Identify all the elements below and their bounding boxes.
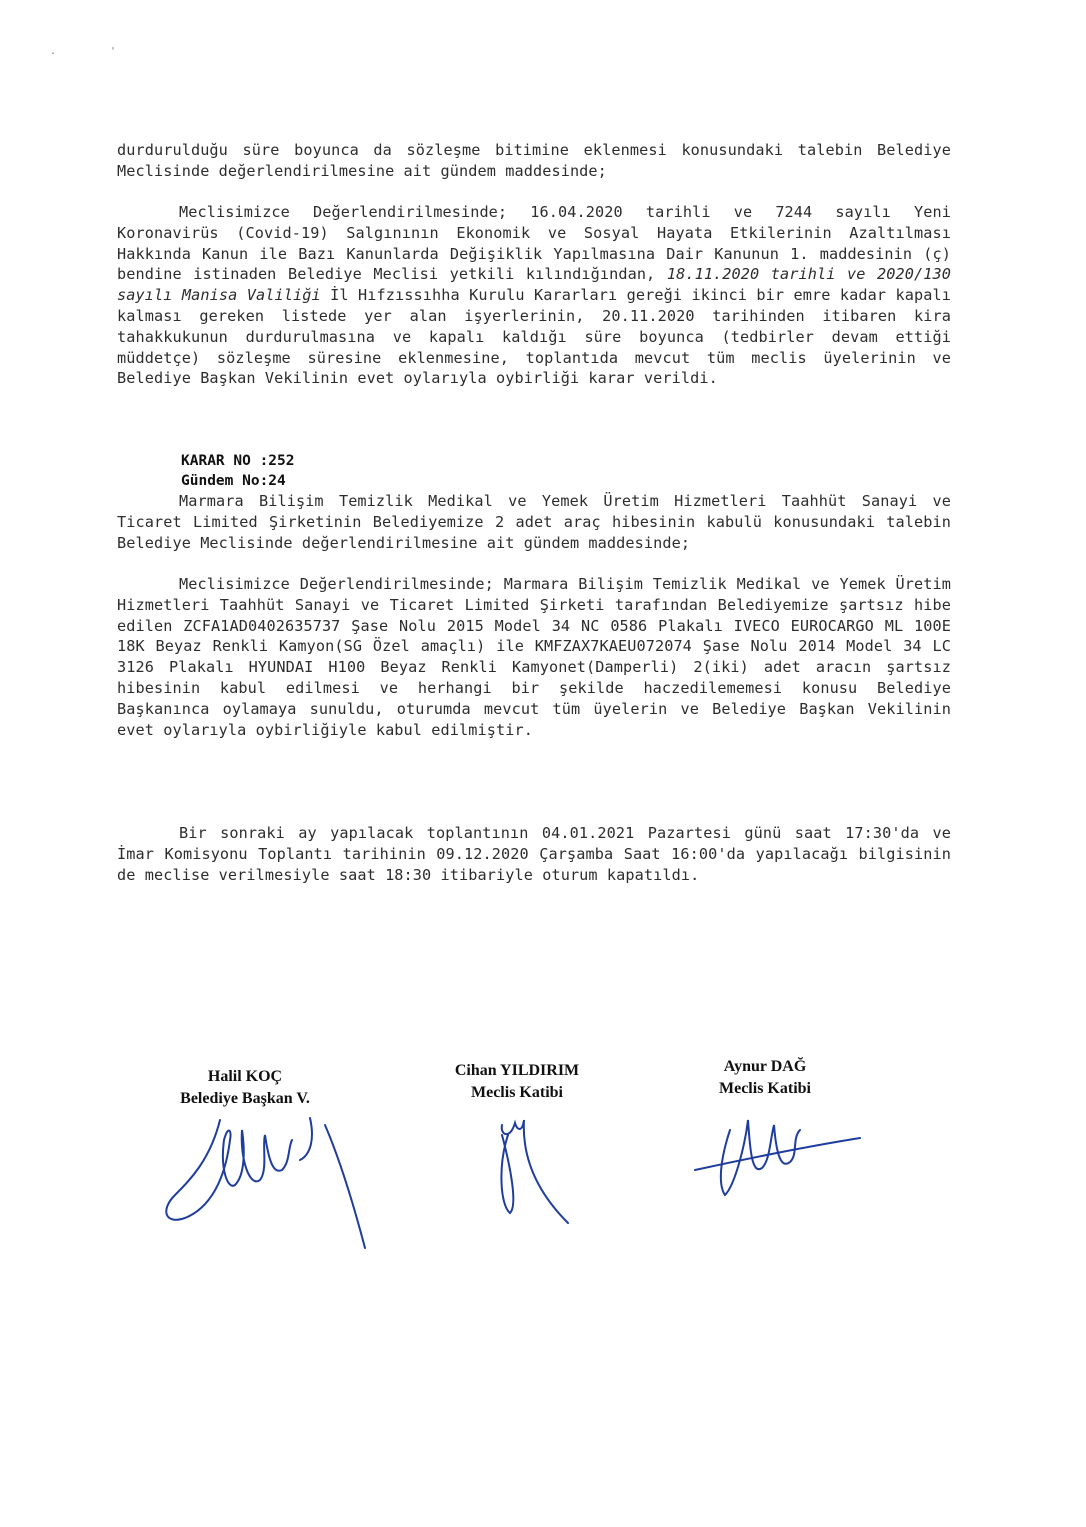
paragraph-decision-252: Meclisimizce Değerlendirilmesinde; Marmara Bilişim Temizlik Medikal ve Yemek Üretim Hizmetleri Taahhüt Sanayi ve Ticaret Limited Şirketi tarafından Belediyemize şartsız hibe edilen ZCFA1AD0402635737 Şase Nolu 2015 Model 34 NC 0586 Plakalı IVECO EUROCARGO ML 100E 18K Beyaz Renkli Kamyon(SG Özel amaçlı) ile KMFZAX7KAEU072074 Şase Nolu 2014 Model 34 LC 3126 Plakalı HYUNDAI H100 Beyaz Renkli Kamyonet(Damperli) 2(iki) adet aracın şartsız hibesinin kabul edilmesi ve herhangi bir şekilde haczedilememesi konusu Belediye Başkanınca oylamaya sunuldu, oturumda mevcut tüm üyelerin ve Belediye Başkan Vekilinin evet oylarıyla oybirliğiyle kabul edilmiştir. xyxy=(117,575,951,739)
karar-no: KARAR NO :252 xyxy=(181,453,295,469)
corner-mark-1 xyxy=(770,0,776,5)
handwritten-signature-1 xyxy=(150,1100,390,1270)
decision-text-part-2: İl Hıfzıssıhha Kurulu Kararları gereği ikinci bir emre kadar kapalı kalması gereken listede yer alan işyerlerinin, 20.11.2020 tarihinden itibaren kira tahakkukunun durdurulmasına ve kapalı kaldığı süre boyunca (tedbirler devam ettiği müddetçe) sözleşme süresine eklenmesine, toplantıda mevcut tüm meclis üyelerinin ve Belediye Başkan Vekilinin evet oylarıyla oybirliği karar verildi. xyxy=(117,286,951,388)
decision-text-part-1: Meclisimizce Değerlendirilmesinde; 16.04.2020 tarihli ve 7244 sayılı Yeni Koronavirüs (Covid-19) Salgınının Ekonomik ve Sosyal Hayata Etkilerinin Azaltılması Hakkında Kanun ile Bazı Kanunlarda Değişiklik Yapılmasına Dair Kanunun 1. maddesinin (ç) bendine istinaden Belediye Meclisi yetkili kılındığından, xyxy=(117,203,951,284)
signer-title: Belediye Başkan V. xyxy=(180,1090,310,1107)
handwritten-signature-3 xyxy=(690,1090,870,1210)
paragraph-decision-251 xyxy=(117,202,951,389)
signer-name: Aynur DAĞ xyxy=(723,1058,807,1075)
decision-text-italic: 18.11.2020 tarihli ve 2020/130 sayılı Manisa Valiliği xyxy=(117,265,952,305)
signer-title: Meclis Katibi xyxy=(471,1084,563,1101)
gundem-no: Gündem No:24 xyxy=(181,473,286,489)
scan-dot: . xyxy=(50,46,57,57)
signer-name: Cihan YILDIRIM xyxy=(454,1062,580,1079)
signer-name: Halil KOÇ xyxy=(207,1068,283,1085)
handwritten-signature-2 xyxy=(480,1095,570,1235)
paragraph-continuation: durdurulduğu süre boyunca da sözleşme bitimine eklenmesi konusundaki talebin Belediye Meclisinde değerlendirilmesine ait gündem maddesinde; xyxy=(117,141,951,180)
corner-mark-2 xyxy=(820,0,826,5)
scan-tick: ' xyxy=(110,46,117,57)
paragraph-agenda-24: Marmara Bilişim Temizlik Medikal ve Yemek Üretim Hizmetleri Taahhüt Sanayi ve Ticaret Limited Şirketinin Belediyemize 2 adet araç hibesinin kabulü konusundaki talebin Belediye Meclisinde değerlendirilmesine ait gündem maddesinde; xyxy=(117,492,951,552)
paragraph-closing: Bir sonraki ay yapılacak toplantının 04.01.2021 Pazartesi günü saat 17:30'da ve İmar Komisyonu Toplantı tarihinin 09.12.2020 Çarşamba Saat 16:00'da yapılacağı bilgisinin de meclise verilmesiyle saat 18:30 itibariyle oturum kapatıldı. xyxy=(117,824,951,884)
signer-title: Meclis Katibi xyxy=(719,1080,811,1097)
